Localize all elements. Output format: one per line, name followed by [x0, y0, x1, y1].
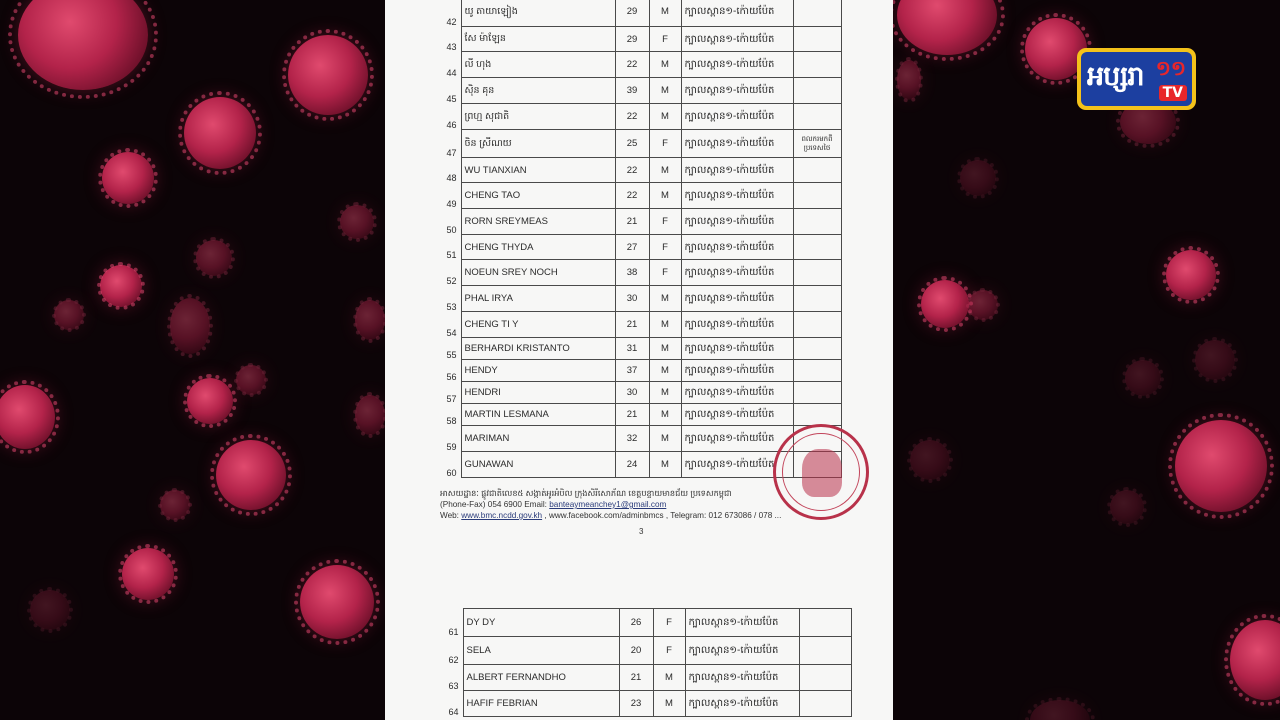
table-row [437, 209, 841, 235]
table-row [437, 235, 841, 260]
location-cell: ក្បាលស្ពាន១-ក៉ោយប៉ែត [681, 209, 793, 235]
virus-illustration [897, 60, 921, 100]
name-cell: BERHARDI KRISTANTO [461, 338, 615, 360]
footer-website-link[interactable]: www.bmc.ncdd.gov.kh [461, 511, 543, 520]
sex-cell: F [653, 609, 685, 637]
sex-cell: F [653, 637, 685, 665]
location-cell: ក្បាលស្ពាន១-ក៉ោយប៉ែត [681, 286, 793, 312]
sex-cell: M [649, 0, 681, 27]
note-cell [793, 158, 841, 183]
virus-illustration [1030, 700, 1090, 720]
age-cell: 24 [615, 452, 649, 478]
note-cell [793, 360, 841, 382]
row-number-cell: 51 [446, 249, 457, 260]
virus-illustration [216, 440, 286, 510]
location-cell: ក្បាលស្ពាន១-ក៉ោយប៉ែត [681, 130, 793, 158]
table-row [437, 360, 841, 382]
virus-illustration [300, 565, 374, 639]
row-number-cell: 43 [446, 41, 457, 52]
sex-cell: M [649, 360, 681, 382]
sex-cell: F [649, 209, 681, 235]
virus-illustration [184, 97, 256, 169]
row-number-cell: 55 [446, 349, 457, 360]
name-cell: MARTIN LESMANA [461, 404, 615, 426]
virus-illustration [160, 490, 190, 520]
row-number-cell: 62 [448, 654, 459, 665]
sex-cell: M [649, 104, 681, 130]
location-cell: ក្បាលស្ពាន១-ក៉ោយប៉ែត [681, 27, 793, 52]
row-number-cell: 48 [446, 172, 457, 183]
age-cell: 22 [615, 158, 649, 183]
row-number-cell: 63 [448, 680, 459, 691]
sex-cell: M [649, 452, 681, 478]
table-row [437, 130, 841, 158]
sex-cell: F [649, 260, 681, 286]
location-cell: ក្បាលស្ពាន១-ក៉ោយប៉ែត [681, 260, 793, 286]
note-cell [793, 404, 841, 426]
name-cell: ចិន ស្រីណយ [461, 130, 615, 158]
virus-illustration [187, 378, 233, 424]
age-cell: 20 [619, 637, 653, 665]
sex-cell: M [653, 665, 685, 691]
age-cell: 21 [619, 665, 653, 691]
virus-illustration [196, 240, 232, 276]
virus-illustration [18, 0, 148, 90]
name-cell: RORN SREYMEAS [461, 209, 615, 235]
location-cell: ក្បាលស្ពាន១-ក៉ោយប៉ែត [681, 104, 793, 130]
row-number-cell: 61 [448, 626, 459, 637]
note-cell [793, 235, 841, 260]
sex-cell: M [649, 338, 681, 360]
age-cell: 29 [615, 0, 649, 27]
sex-cell: M [649, 312, 681, 338]
table-row [439, 691, 851, 717]
age-cell: 38 [615, 260, 649, 286]
row-number-cell: 49 [446, 198, 457, 209]
footer-web: Web: www.bmc.ncdd.gov.kh , www.facebook.com/adminbmcs , Telegram: 012 673086 / 078 ... [440, 511, 782, 520]
virus-illustration [54, 300, 84, 330]
virus-illustration [1110, 490, 1144, 524]
sex-cell: F [649, 235, 681, 260]
sex-cell: F [649, 27, 681, 52]
name-cell: DY DY [463, 609, 619, 637]
location-cell: ក្បាលស្ពាន១-ក៉ោយប៉ែត [681, 52, 793, 78]
virus-illustration [340, 205, 374, 239]
note-cell [793, 382, 841, 404]
name-cell: CHENG TAO [461, 183, 615, 209]
table-row [439, 665, 851, 691]
virus-illustration [102, 152, 154, 204]
location-cell: ក្បាលស្ពាន១-ក៉ោយប៉ែត [681, 0, 793, 27]
note-cell: ពលករមកពីប្រទេសថៃ [793, 130, 841, 158]
sex-cell: M [649, 158, 681, 183]
name-cell: ព្រហ្ម សុជាតិ [461, 104, 615, 130]
note-cell [793, 0, 841, 27]
name-cell: NOEUN SREY NOCH [461, 260, 615, 286]
location-cell: ក្បាលស្ពាន១-ក៉ោយប៉ែត [681, 360, 793, 382]
virus-illustration [968, 290, 998, 320]
table-row [437, 183, 841, 209]
footer-email-link[interactable]: banteaymeanchey1@gmail.com [549, 500, 667, 509]
age-cell: 22 [615, 104, 649, 130]
location-cell: ក្បាលស្ពាន១-ក៉ោយប៉ែត [681, 312, 793, 338]
row-number-cell: 52 [446, 275, 457, 286]
row-number-cell: 45 [446, 93, 457, 104]
name-cell: MARIMAN [461, 426, 615, 452]
note-cell [799, 665, 851, 691]
name-cell: HENDY [461, 360, 615, 382]
table-row [439, 609, 851, 637]
age-cell: 26 [619, 609, 653, 637]
name-cell: CHENG TI Y [461, 312, 615, 338]
virus-illustration [1230, 620, 1280, 700]
row-number-cell: 53 [446, 301, 457, 312]
row-number-cell: 56 [446, 371, 457, 382]
location-cell: ក្បាលស្ពាន១-ក៉ោយប៉ែត [681, 183, 793, 209]
note-cell [793, 312, 841, 338]
age-cell: 31 [615, 338, 649, 360]
virus-illustration [288, 35, 368, 115]
note-cell [793, 183, 841, 209]
virus-illustration [910, 440, 950, 480]
name-cell: PHAL IRYA [461, 286, 615, 312]
age-cell: 22 [615, 183, 649, 209]
name-cell: WU TIANXIAN [461, 158, 615, 183]
row-number-cell: 58 [446, 415, 457, 426]
sex-cell: M [649, 78, 681, 104]
sex-cell: M [649, 286, 681, 312]
location-cell: ក្បាលស្ពាន១-ក៉ោយប៉ែត [681, 452, 793, 478]
age-cell: 21 [615, 404, 649, 426]
virus-illustration [236, 365, 266, 395]
location-cell: ក្បាលស្ពាន១-ក៉ោយប៉ែត [681, 404, 793, 426]
table-row [437, 286, 841, 312]
name-cell: SELA [463, 637, 619, 665]
footer-contact: (Phone-Fax) 054 6900 Email: banteaymeanchey1@gmail.com [440, 500, 667, 509]
note-cell [793, 286, 841, 312]
row-number-cell: 57 [446, 393, 457, 404]
age-cell: 37 [615, 360, 649, 382]
virus-illustration [30, 590, 70, 630]
table-row [437, 52, 841, 78]
location-cell: ក្បាលស្ពាន១-ក៉ោយប៉ែត [681, 382, 793, 404]
age-cell: 30 [615, 382, 649, 404]
location-cell: ក្បាលស្ពាន១-ក៉ោយប៉ែត [681, 78, 793, 104]
table-row [437, 158, 841, 183]
note-cell [799, 691, 851, 717]
name-cell: លី ហុង [461, 52, 615, 78]
patient-table-bottom [439, 608, 852, 717]
age-cell: 21 [615, 209, 649, 235]
name-cell: ស៊ិន គុន [461, 78, 615, 104]
logo-number: ១១ [1155, 56, 1186, 80]
note-cell [793, 209, 841, 235]
table-row [437, 104, 841, 130]
location-cell: ក្បាលស្ពាន១-ក៉ោយប៉ែត [685, 637, 799, 665]
sex-cell: M [649, 426, 681, 452]
age-cell: 27 [615, 235, 649, 260]
note-cell [793, 52, 841, 78]
row-number-cell: 42 [446, 16, 457, 27]
table-row [437, 312, 841, 338]
table-row [437, 0, 841, 27]
row-number-cell: 64 [448, 706, 459, 717]
document-page [385, 0, 893, 720]
sex-cell: F [649, 130, 681, 158]
virus-illustration [122, 548, 174, 600]
location-cell: ក្បាលស្ពាន១-ក៉ោយប៉ែត [685, 609, 799, 637]
sex-cell: M [649, 52, 681, 78]
table-row [437, 338, 841, 360]
row-number-cell: 46 [446, 119, 457, 130]
virus-illustration [355, 300, 385, 340]
name-cell: GUNAWAN [461, 452, 615, 478]
row-number-cell: 60 [446, 467, 457, 478]
virus-illustration [355, 395, 385, 435]
virus-illustration [960, 160, 996, 196]
location-cell: ក្បាលស្ពាន១-ក៉ោយប៉ែត [681, 426, 793, 452]
age-cell: 21 [615, 312, 649, 338]
virus-illustration [1175, 420, 1267, 512]
note-cell [799, 637, 851, 665]
virus-illustration [170, 298, 210, 354]
logo-text: អប្សរា [1087, 60, 1144, 92]
age-cell: 39 [615, 78, 649, 104]
name-cell: យូ តាយាឡៀង [461, 0, 615, 27]
table-row [439, 637, 851, 665]
age-cell: 29 [615, 27, 649, 52]
age-cell: 22 [615, 52, 649, 78]
location-cell: ក្បាលស្ពាន១-ក៉ោយប៉ែត [681, 338, 793, 360]
age-cell: 23 [619, 691, 653, 717]
table-row [437, 78, 841, 104]
age-cell: 30 [615, 286, 649, 312]
age-cell: 32 [615, 426, 649, 452]
name-cell: ALBERT FERNANDHO [463, 665, 619, 691]
note-cell [793, 104, 841, 130]
table-row [437, 382, 841, 404]
name-cell: HAFIF FEBRIAN [463, 691, 619, 717]
note-cell [793, 27, 841, 52]
sex-cell: M [649, 404, 681, 426]
row-number-cell: 54 [446, 327, 457, 338]
sex-cell: M [649, 382, 681, 404]
row-number-cell: 44 [446, 67, 457, 78]
page-number: 3 [639, 527, 644, 536]
name-cell: CHENG THYDA [461, 235, 615, 260]
row-number-cell: 50 [446, 224, 457, 235]
table-row [437, 27, 841, 52]
location-cell: ក្បាលស្ពាន១-ក៉ោយប៉ែត [685, 691, 799, 717]
virus-illustration [0, 385, 55, 449]
virus-illustration [1166, 250, 1216, 300]
location-cell: ក្បាលស្ពាន១-ក៉ោយប៉ែត [681, 158, 793, 183]
note-cell [793, 260, 841, 286]
age-cell: 25 [615, 130, 649, 158]
sex-cell: M [649, 183, 681, 209]
virus-illustration [897, 0, 997, 55]
note-cell [793, 338, 841, 360]
name-cell: HENDRI [461, 382, 615, 404]
logo-tv-badge: TV [1159, 85, 1187, 101]
virus-illustration [1125, 360, 1161, 396]
document-footer [440, 488, 840, 521]
patient-table-top [437, 0, 842, 478]
row-number-cell: 47 [446, 147, 457, 158]
footer-address: អាសយដ្ឋានៈ ផ្លូវជាតិលេខ៥ សង្កាត់អូរអំបិល ក្រុងសិរីសោភ័ណ ខេត្តបន្ទាយមានជ័យ ប្រទេសកម្ពុជា [440, 489, 732, 498]
location-cell: ក្បាលស្ពាន១-ក៉ោយប៉ែត [681, 235, 793, 260]
table-row [437, 404, 841, 426]
row-number-cell: 59 [446, 441, 457, 452]
virus-illustration [1195, 340, 1235, 380]
name-cell: សែ ម៉ាឡែន [461, 27, 615, 52]
note-cell [799, 609, 851, 637]
apsara-tv-logo [1077, 48, 1196, 110]
virus-illustration [100, 265, 142, 307]
sex-cell: M [653, 691, 685, 717]
table-row [437, 260, 841, 286]
note-cell [793, 78, 841, 104]
virus-illustration [921, 280, 969, 328]
location-cell: ក្បាលស្ពាន១-ក៉ោយប៉ែត [685, 665, 799, 691]
